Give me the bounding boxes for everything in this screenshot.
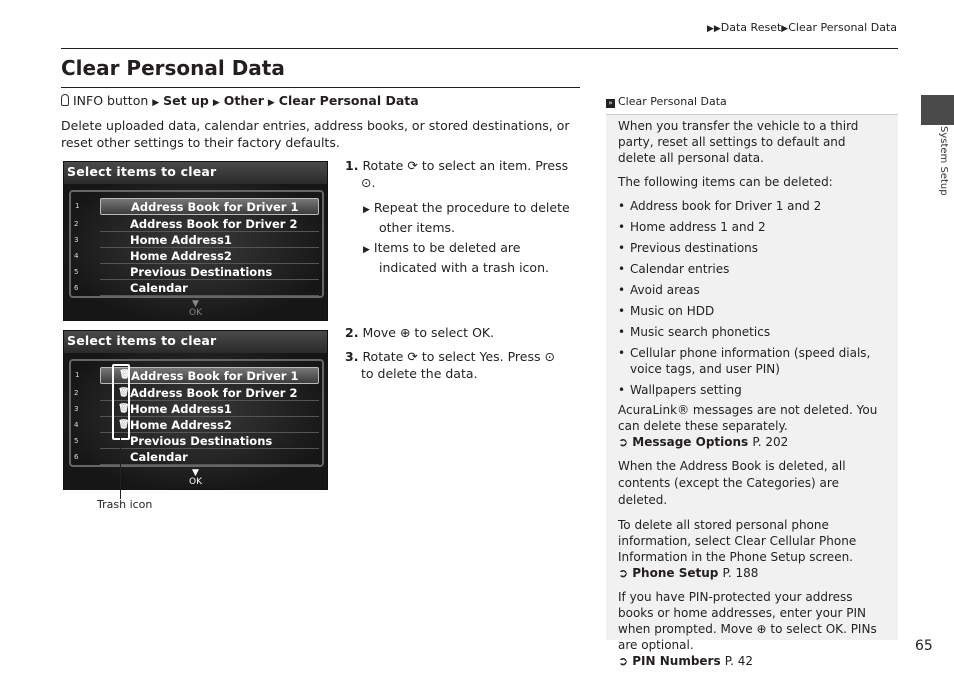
list-item[interactable] <box>74 450 319 465</box>
ok-label: OK <box>189 477 202 487</box>
ref-label: Phone Setup <box>632 566 719 580</box>
list-item[interactable] <box>74 265 319 280</box>
list-item[interactable] <box>74 217 319 232</box>
ref-message-options[interactable] <box>618 434 886 450</box>
note-paragraph <box>618 589 886 653</box>
list-item[interactable] <box>75 367 319 384</box>
list-item: • Home address 1 and 2 <box>618 219 886 235</box>
item-number: 5 <box>74 437 79 445</box>
move-joystick-icon: ⊕ <box>399 325 411 340</box>
step-number: 1. <box>345 158 359 173</box>
list-item[interactable] <box>74 233 319 248</box>
step-text: Items to be deleted are indicated with a trash icon. <box>373 240 549 275</box>
note-paragraph <box>618 517 886 565</box>
double-triangle-right-icon: ▶▶ <box>706 24 721 34</box>
trash-icon-highlight <box>112 364 130 440</box>
step-text: . <box>371 175 376 190</box>
trash-icon: 🗑 <box>119 370 131 380</box>
rotate-knob-icon: ⟳ <box>407 158 418 173</box>
note-title-text: Clear Personal Data <box>618 95 727 108</box>
ref-arrow-icon: ➲ <box>618 654 629 668</box>
step-text: to delete the data. <box>361 366 478 381</box>
item-label: Address Book for Driver 2 <box>130 217 298 231</box>
note-paragraph: The following items can be deleted: <box>618 175 833 189</box>
note-text: To delete all stored personal phone information, select <box>618 518 829 548</box>
item-number: 1 <box>75 202 80 210</box>
triangle-right-icon: ▶ <box>212 98 220 108</box>
ref-arrow-icon: ➲ <box>618 566 629 580</box>
list-item: • Address book for Driver 1 and 2 <box>618 198 886 214</box>
top-rule <box>61 48 898 49</box>
step-text: Move <box>362 325 396 340</box>
move-joystick-icon: ⊕ <box>756 622 767 636</box>
info-button-icon <box>61 94 69 106</box>
side-note <box>606 115 898 668</box>
item-number: 1 <box>75 371 80 379</box>
step-number: 3. <box>345 349 359 364</box>
screen-select-items-2 <box>63 330 328 490</box>
screen-header: Select items to clear <box>64 331 327 353</box>
triangle-right-icon: ▶ <box>363 205 370 215</box>
note-arrow-icon: » <box>606 99 615 108</box>
nav-step-clear: Clear Personal Data <box>278 93 419 108</box>
screen-select-items-1 <box>63 161 328 321</box>
item-label: Home Address2 <box>130 418 232 432</box>
ref-phone-setup[interactable] <box>618 565 886 581</box>
rotate-knob-icon: ⟳ <box>407 349 418 364</box>
ref-label: Message Options <box>632 435 749 449</box>
nav-step-setup: Set up <box>163 93 209 108</box>
list-item: • Cellular phone information (speed dials, voice tags, and user PIN) <box>618 345 886 377</box>
list-item[interactable] <box>75 198 319 215</box>
breadcrumb-current: Clear Personal Data <box>788 21 897 34</box>
triangle-right-icon: ▶ <box>781 24 789 34</box>
list-item: • Wallpapers setting <box>618 382 886 398</box>
note-text: to select <box>770 622 822 636</box>
ok-button[interactable] <box>189 300 202 318</box>
list-item: • Avoid areas <box>618 282 886 298</box>
list-item: • Previous destinations <box>618 240 886 256</box>
list-item[interactable] <box>74 418 319 433</box>
nav-path <box>61 93 419 111</box>
item-label: Calendar <box>130 450 188 464</box>
step-number: 2. <box>345 325 359 340</box>
side-tab <box>921 95 954 125</box>
down-arrow-icon: ▼ <box>192 299 199 309</box>
list-item[interactable] <box>74 281 319 296</box>
ref-page: P. 188 <box>722 566 759 580</box>
nav-step-other: Other <box>223 93 264 108</box>
breadcrumb-link-data-reset[interactable]: Data Reset <box>720 21 782 34</box>
ok-text: OK <box>825 622 844 636</box>
item-label: Home Address1 <box>130 233 232 247</box>
item-label: Address Book for Driver 1 <box>131 369 299 383</box>
note-text: . PINs are optional. <box>618 622 877 652</box>
item-number: 6 <box>74 284 79 292</box>
list-item[interactable] <box>74 402 319 417</box>
ref-arrow-icon: ➲ <box>618 435 629 449</box>
item-label: Previous Destinations <box>130 265 273 279</box>
note-paragraph: When you transfer the vehicle to a third party, reset all settings to default and delete all personal data. <box>618 119 859 165</box>
item-number: 4 <box>74 252 79 260</box>
triangle-right-icon: ▶ <box>267 98 275 108</box>
note-text: If you have PIN-protected your address books or home addresses, enter your PIN when prompted. Move <box>618 590 867 636</box>
list-item: • Music on HDD <box>618 303 886 319</box>
item-number: 2 <box>74 220 79 228</box>
callout-line <box>120 437 121 499</box>
item-number: 5 <box>74 268 79 276</box>
list-item[interactable] <box>74 434 319 449</box>
item-label: Home Address2 <box>130 249 232 263</box>
page-number: 65 <box>915 638 933 654</box>
note-text: Clear Cellular Phone Information <box>618 534 857 564</box>
trash-icon: 🗑 <box>118 404 130 414</box>
page-title: Clear Personal Data <box>61 56 285 80</box>
press-knob-icon: ⊙ <box>361 175 372 190</box>
screen-body <box>64 184 327 320</box>
item-number: 3 <box>74 236 79 244</box>
press-knob-icon: ⊙ <box>544 349 555 364</box>
trash-icon: 🗑 <box>118 388 130 398</box>
list-item: • Calendar entries <box>618 261 886 277</box>
step-text: to select <box>414 325 469 340</box>
nav-start: INFO button <box>73 93 149 108</box>
step-text: . <box>490 325 495 340</box>
ref-page: P. 42 <box>724 654 754 668</box>
breadcrumb <box>707 21 897 36</box>
note-text: in the Phone Setup screen. <box>691 550 853 564</box>
item-label: Home Address1 <box>130 402 232 416</box>
side-tab-label: System Setup <box>938 126 949 196</box>
ref-page: P. 202 <box>752 435 789 449</box>
ref-label: PIN Numbers <box>632 654 721 668</box>
trash-icon: 🗑 <box>118 420 130 430</box>
list-item[interactable] <box>74 249 319 264</box>
ok-button[interactable] <box>189 469 202 487</box>
triangle-right-icon: ▶ <box>363 245 370 255</box>
step-text: Rotate <box>362 349 404 364</box>
step-text: to select <box>421 349 476 364</box>
item-label: Address Book for Driver 1 <box>131 200 299 214</box>
item-number: 6 <box>74 453 79 461</box>
item-label: Calendar <box>130 281 188 295</box>
note-paragraph: AcuraLink® messages are not deleted. You can delete these separately. <box>618 403 878 433</box>
yes-text: Yes <box>479 349 500 364</box>
screen-header: Select items to clear <box>64 162 327 184</box>
step-1-sub-1 <box>363 199 578 236</box>
step-1 <box>345 157 580 191</box>
step-1-sub-2 <box>363 239 578 276</box>
list-item: • Music search phonetics <box>618 324 886 340</box>
item-label: Address Book for Driver 2 <box>130 386 298 400</box>
intro-text: Delete uploaded data, calendar entries, address books, or stored destinations, or reset other settings to their factory defaults. <box>61 118 570 150</box>
item-number: 4 <box>74 421 79 429</box>
step-2 <box>345 324 580 341</box>
trash-icon-caption: Trash icon <box>97 498 153 511</box>
step-text: to select an item. Press <box>421 158 569 173</box>
side-note-title <box>606 95 898 115</box>
step-text: . Press <box>499 349 541 364</box>
down-arrow-icon: ▼ <box>192 468 199 478</box>
step-3 <box>345 348 580 382</box>
step-text: Rotate <box>362 158 404 173</box>
item-label: Previous Destinations <box>130 434 273 448</box>
screen-body <box>64 353 327 489</box>
item-number: 3 <box>74 405 79 413</box>
ok-label: OK <box>189 308 202 318</box>
item-number: 2 <box>74 389 79 397</box>
step-text: Repeat the procedure to delete other items. <box>373 200 570 235</box>
list-item[interactable] <box>74 386 319 401</box>
note-bullet-list <box>618 198 886 398</box>
ref-pin-numbers[interactable] <box>618 653 886 669</box>
title-rule <box>61 87 580 88</box>
triangle-right-icon: ▶ <box>152 98 160 108</box>
ok-text: OK <box>472 325 491 340</box>
note-paragraph: When the Address Book is deleted, all contents (except the Categories) are deleted. <box>618 459 846 507</box>
